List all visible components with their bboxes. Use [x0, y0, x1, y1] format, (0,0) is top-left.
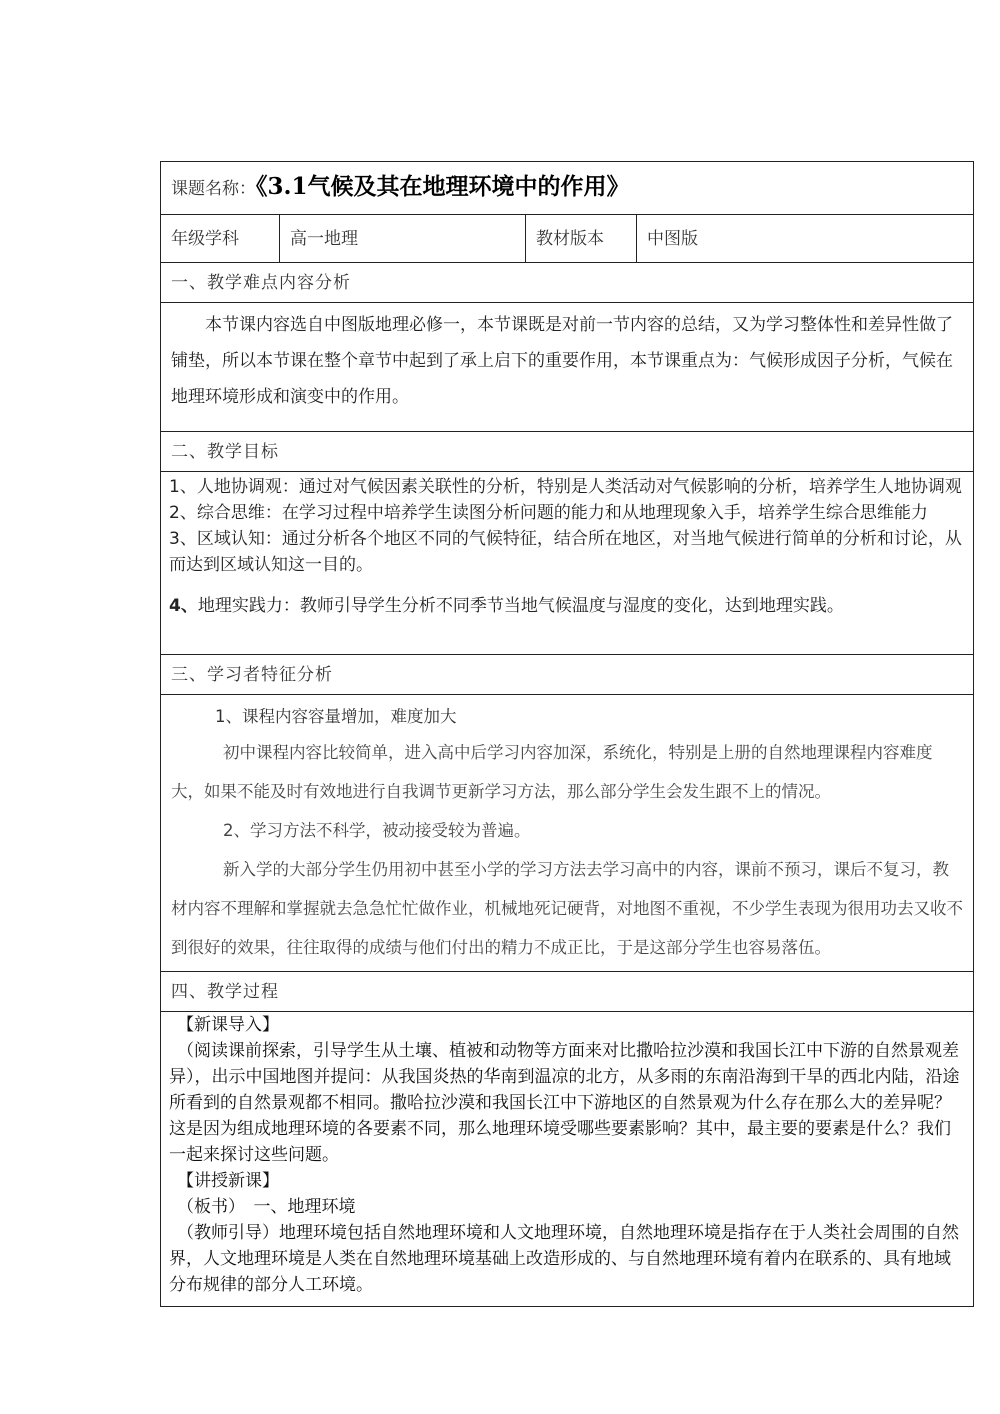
section-heading-learners: 三、学习者特征分析 — [161, 655, 974, 695]
process-heading: 【新课导入】 — [177, 1015, 279, 1035]
section-heading-process: 四、教学过程 — [161, 972, 974, 1012]
objective-item: 2、综合思维：在学习过程中培养学生读图分析问题的能力和从地理现象入手，培养学生综合思维能力 — [169, 503, 928, 523]
edition-value: 中图版 — [637, 215, 974, 263]
board-text: （板书） 一、地理环境 — [177, 1197, 356, 1217]
difficulty-analysis-text: 本节课内容选自中图版地理必修一，本节课既是对前一节内容的总结，又为学习整体性和差异性做了铺垫，所以本节课在整个章节中起到了承上启下的重要作用，本节课重点为：气候形成因子分析，气候在地理环境形成和演变中的作用。 — [171, 315, 953, 407]
objective-item: 1、人地协调观：通过对气候因素关联性的分析，特别是人类活动对气候影响的分析，培养学生人地协调观 — [169, 477, 962, 497]
objective-item — [169, 586, 965, 626]
objectives-cell — [161, 472, 974, 655]
section-heading-difficulty: 一、教学难点内容分析 — [161, 263, 974, 303]
section-heading-objectives: 二、教学目标 — [161, 432, 974, 472]
learner-point-body: 新入学的大部分学生仍用初中甚至小学的学习方法去学习高中的内容，课前不预习，课后不复习，教材内容不理解和掌握就去急急忙忙做作业，机械地死记硬背，对地图不重视，不少学生表现为很用功去又收不到很好的效果，往往取得的成绩与他们付出的精力不成正比，于是这部分学生也容易落伍。 — [171, 860, 963, 957]
objective-number: 4、 — [169, 596, 198, 616]
objective-item: 3、区域认知：通过分析各个地区不同的气候特征，结合所在地区，对当地气候进行简单的分析和讨论，从而达到区域认知这一目的。 — [169, 529, 962, 575]
learner-point-body: 初中课程内容比较简单，进入高中后学习内容加深，系统化，特别是上册的自然地理课程内容难度大，如果不能及时有效地进行自我调节更新学习方法，那么部分学生会发生跟不上的情况。 — [171, 743, 933, 801]
process-heading: 【讲授新课】 — [177, 1171, 279, 1191]
lesson-title: 《3.1气候及其在地理环境中的作用》 — [256, 173, 630, 200]
edition-label: 教材版本 — [526, 215, 637, 263]
lesson-title-cell — [161, 162, 974, 215]
process-cell — [161, 1012, 974, 1307]
lesson-plan-table — [160, 161, 974, 1307]
grade-value: 高一地理 — [280, 215, 526, 263]
objective-text: 地理实践力：教师引导学生分析不同季节当地气候温度与湿度的变化，达到地理实践。 — [197, 596, 844, 616]
process-text: （阅读课前探索，引导学生从土壤、植被和动物等方面来对比撒哈拉沙漠和我国长江中下游的自然景观差异），出示中国地图并提问：从我国炎热的华南到温凉的北方，从多雨的东南沿海到干旱的西北内陆，沿途所看到的自然景观都不相同。撒哈拉沙漠和我国长江中下游地区的自然景观为什么存在那么大的差异呢？这是因为组成地理环境的各要素不同，那么地理环境受哪些要素影响？其中，最主要的要素是什么？我们一起来探讨这些问题。 — [169, 1041, 960, 1165]
learner-analysis-cell — [161, 695, 974, 972]
learner-point-title: 1、课程内容容量增加，难度加大 — [215, 707, 457, 726]
learner-point-title: 2、学习方法不科学，被动接受较为普遍。 — [223, 821, 531, 840]
grade-label: 年级学科 — [161, 215, 280, 263]
process-text: （教师引导）地理环境包括自然地理环境和人文地理环境，自然地理环境是指存在于人类社会周围的自然界，人文地理环境是人类在自然地理环境基础上改造形成的、与自然地理环境有着内在联系的、具有地域分布规律的部分人工环境。 — [169, 1223, 959, 1295]
lesson-title-label: 课题名称： — [171, 179, 256, 199]
difficulty-analysis-cell — [161, 303, 974, 432]
